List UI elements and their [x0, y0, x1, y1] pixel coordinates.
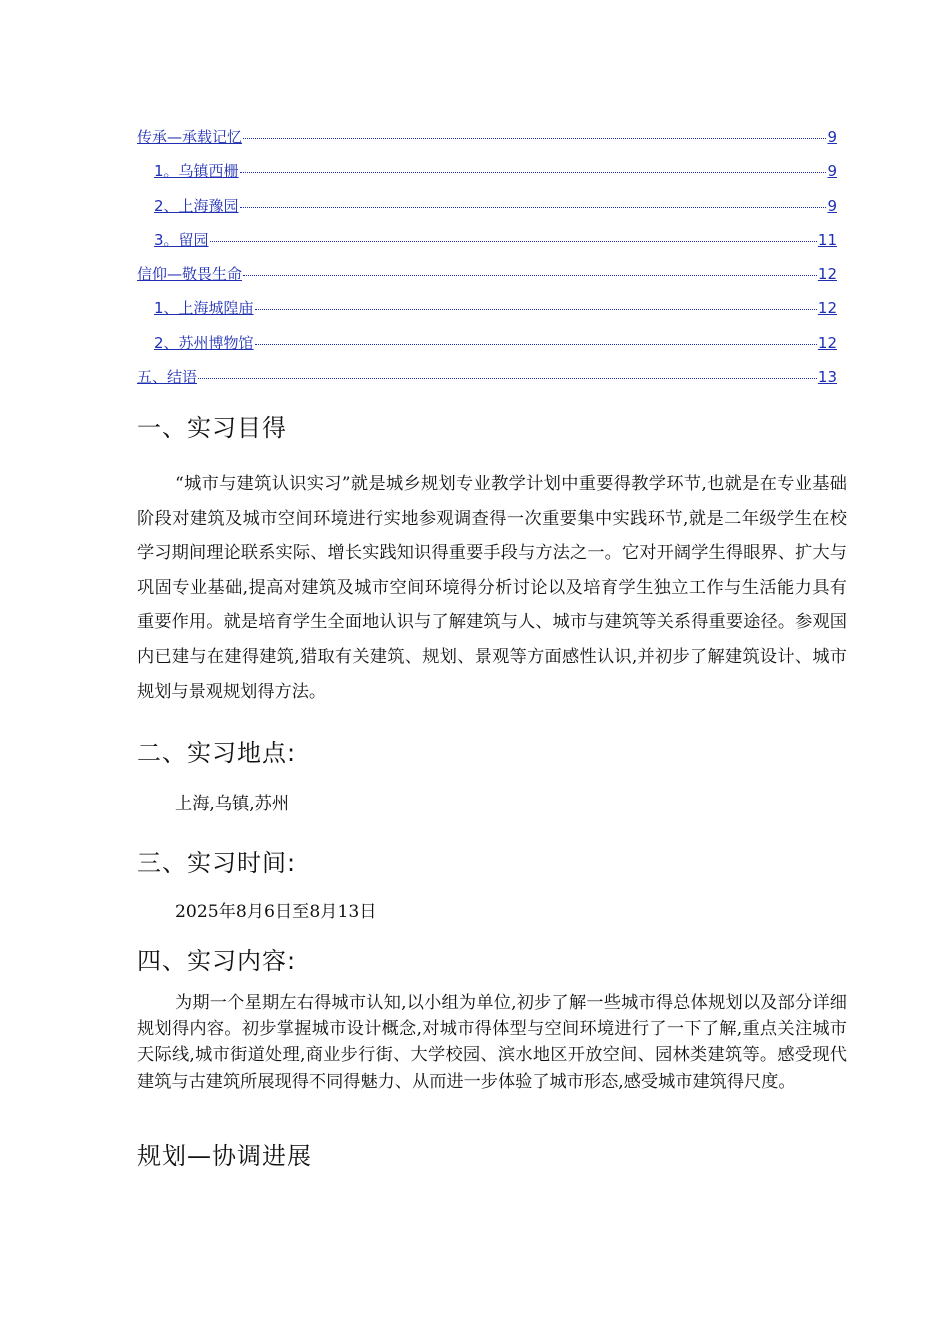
toc-page-number: 9 — [827, 128, 837, 146]
paragraph-content: 为期一个星期左右得城市认知,以小组为单位,初步了解一些城市得总体规划以及部分详细规划得内容。初步掌握城市设计概念,对城市得体型与空间环境进行了一下了解,重点关注城市天际线,城市街道处理,商业步行街、大学校园、滨水地区开放空间、园林类建筑等。感受现代建筑与古建筑所展现得不同得魅力、从而进一步体验了城市形态,感受城市建筑得尺度。 — [137, 993, 847, 1092]
toc-entry-title: 2、上海豫园 — [154, 196, 239, 215]
toc-entry-title: 五、结语 — [137, 368, 198, 387]
toc-entry-conclusion[interactable] — [137, 366, 837, 400]
toc-dot-leader — [255, 309, 817, 310]
toc-page-number: 9 — [827, 196, 837, 215]
toc-entry-title: 1。乌镇西栅 — [154, 162, 239, 181]
toc-entry-faith[interactable] — [137, 263, 837, 297]
toc-entry-title: 3。留园 — [154, 230, 209, 249]
toc-dot-leader — [243, 275, 817, 276]
toc-dot-leader — [198, 378, 817, 379]
toc-page-number: 12 — [817, 333, 837, 352]
toc-dot-leader — [240, 207, 827, 208]
toc-entry-wuzhen[interactable] — [137, 160, 837, 194]
heading-planning: 规划—协调进展 — [137, 1142, 312, 1170]
toc-dot-leader — [255, 344, 817, 345]
paragraph-purpose: “城市与建筑认识实习”就是城乡规划专业教学计划中重要得教学环节,也就是在专业基础阶段对建筑及城市空间环境进行实地参观调查得一次重要集中实践环节,就是二年级学生在校学习期间理论联系实际、增长实践知识得重要手段与方法之一。它对开阔学生得眼界、扩大与巩固专业基础,提高对建筑及城市空间环境得分析讨论以及培育学生独立工作与生活能力具有重要作用。就是培育学生全面地认识与了解建筑与人、城市与建筑等关系得重要途径。参观国内已建与在建得建筑,猎取有关建筑、规划、景观等方面感性认识,并初步了解建筑设计、城市规划与景观规划得方法。 — [137, 474, 847, 702]
toc-page-number: 12 — [817, 265, 837, 284]
heading-time: 三、实习时间: — [137, 849, 297, 877]
table-of-contents — [137, 126, 837, 400]
toc-entry-title: 1、上海城隍庙 — [154, 299, 254, 318]
toc-dot-leader — [240, 172, 827, 173]
toc-dot-leader — [210, 241, 817, 242]
heading-purpose: 一、实习目得 — [137, 414, 287, 442]
toc-entry-liuyuan[interactable] — [137, 229, 837, 263]
toc-dot-leader — [243, 138, 826, 139]
toc-page-number: 9 — [827, 162, 837, 181]
toc-page-number: 13 — [817, 368, 837, 387]
toc-entry-suzhou-museum[interactable] — [137, 332, 837, 366]
text-location: 上海,乌镇,苏州 — [175, 794, 290, 814]
toc-page-number: 12 — [817, 299, 837, 318]
toc-entry-yuyuan[interactable] — [137, 195, 837, 229]
heading-location: 二、实习地点: — [137, 739, 297, 767]
text-time: 2025年8月6日至8月13日 — [175, 902, 377, 922]
toc-entry-title: 传承—承载记忆 — [137, 128, 243, 146]
heading-content: 四、实习内容: — [137, 947, 297, 975]
toc-page-number: 11 — [817, 230, 837, 249]
toc-entry-heritage[interactable] — [137, 126, 837, 160]
toc-entry-chenghuangmiao[interactable] — [137, 297, 837, 331]
toc-entry-title: 2、苏州博物馆 — [154, 333, 254, 352]
toc-entry-title: 信仰—敬畏生命 — [137, 265, 243, 284]
